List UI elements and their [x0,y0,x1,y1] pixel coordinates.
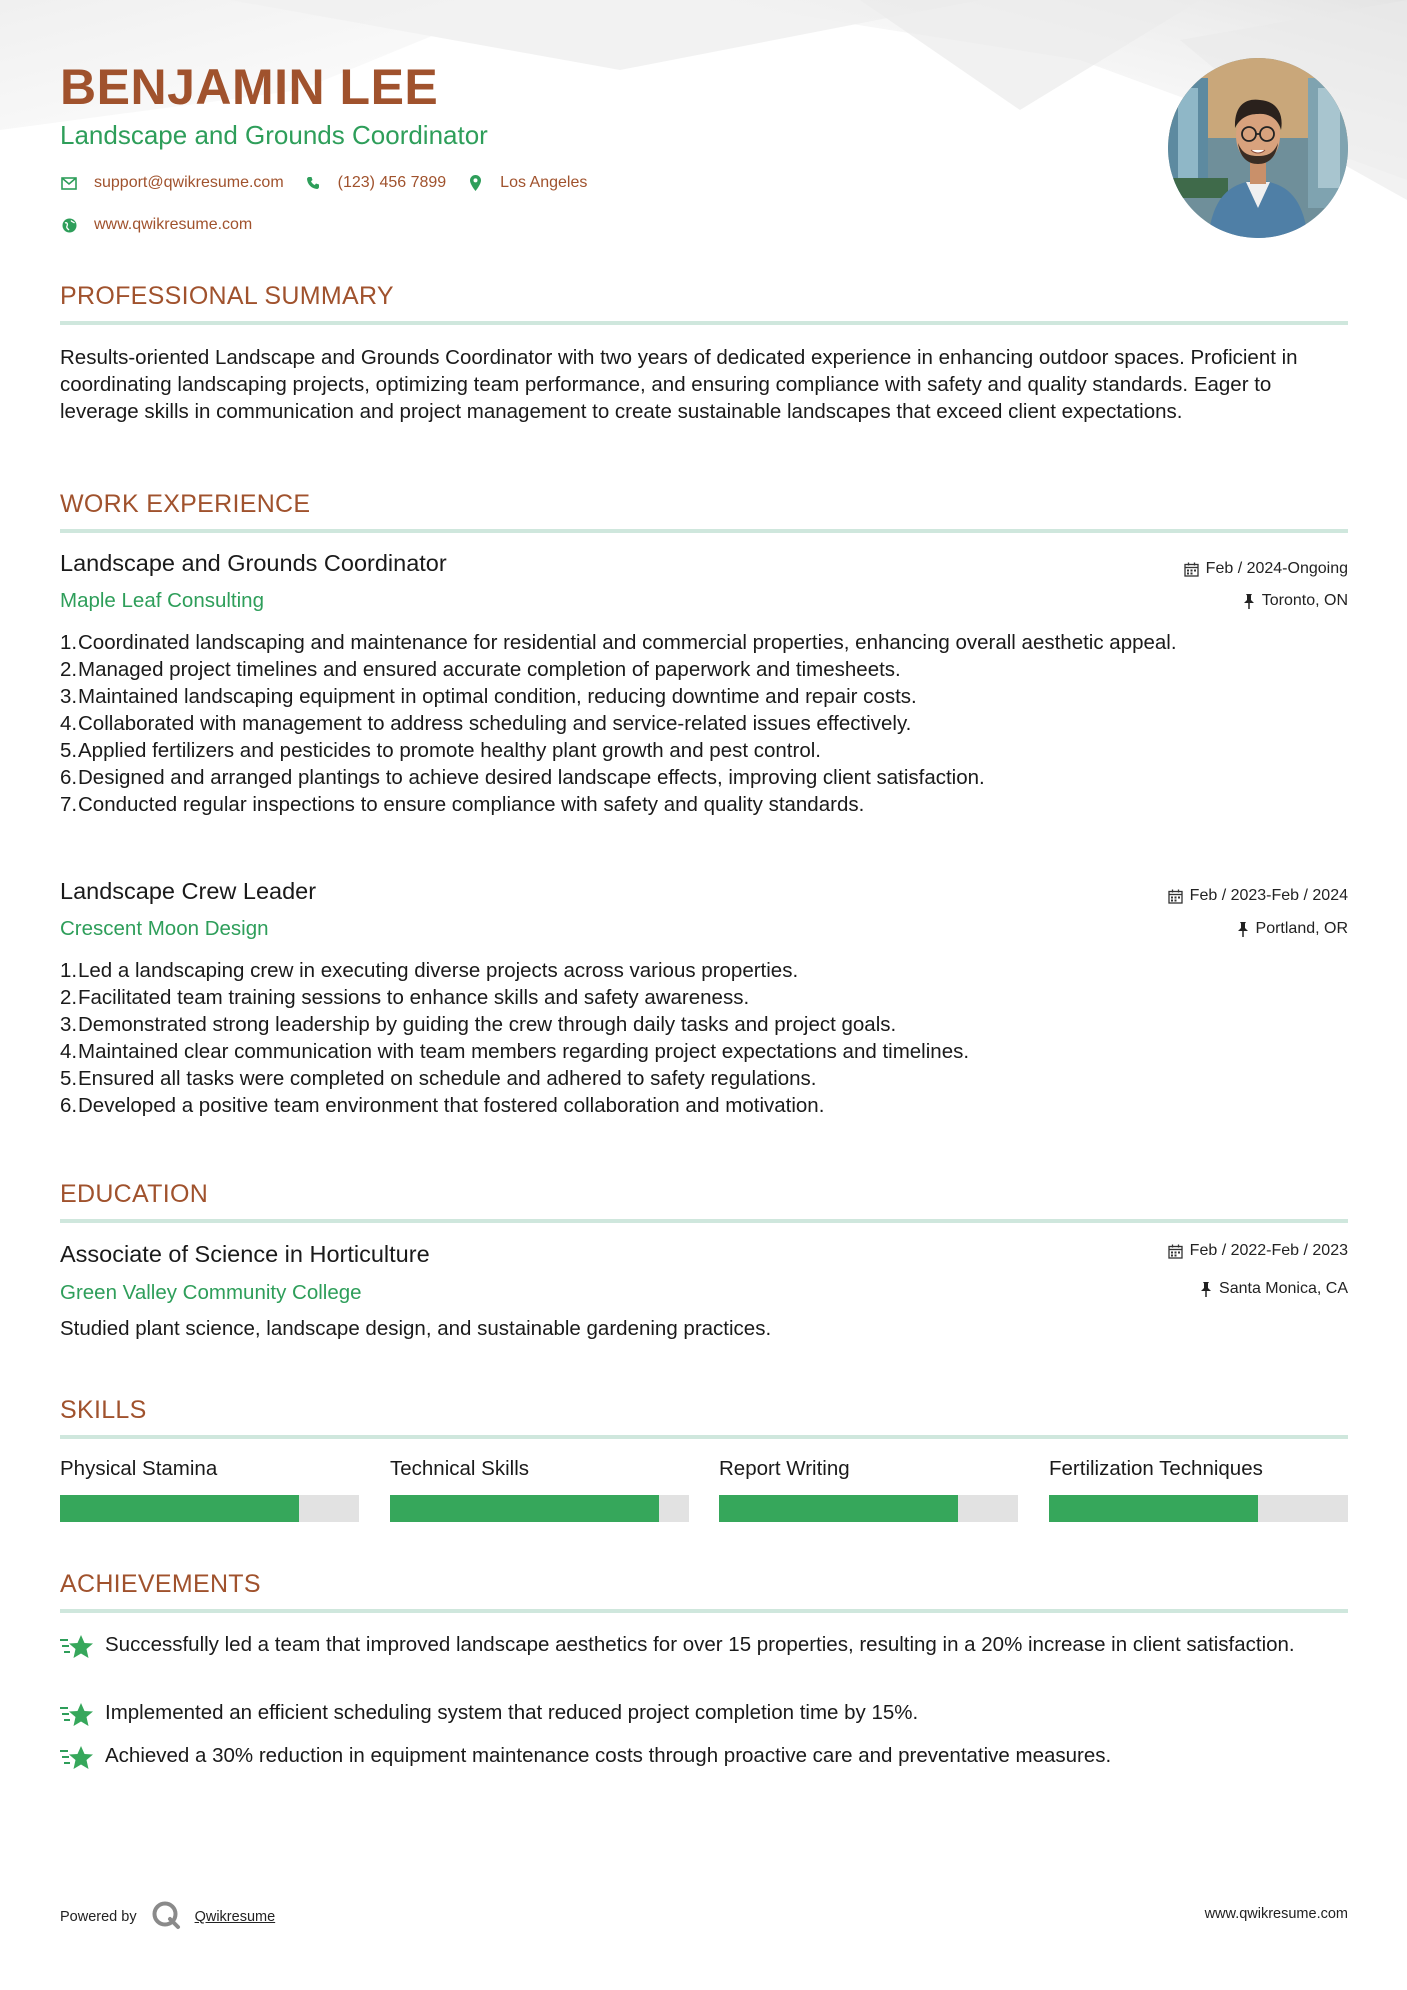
list-item: 7. Conducted regular inspections to ensure compliance with safety and quality standards. [60,793,865,816]
section-title-summary: PROFESSIONAL SUMMARY [60,282,394,310]
education-location-text: Santa Monica, CA [1219,1280,1348,1297]
section-divider [60,1219,1348,1223]
list-item: 2. Managed project timelines and ensured accurate completion of paperwork and timesheets. [60,658,901,681]
contact-location: Los Angeles [500,174,588,191]
job-dates-text: Feb / 2023-Feb / 2024 [1189,887,1348,904]
contact-website[interactable]: www.qwikresume.com [94,216,253,233]
calendar-icon [1168,889,1183,904]
list-item: 4. Maintained clear communication with team members regarding project expectations and timelines. [60,1040,970,1063]
job-role: Landscape Crew Leader [60,878,317,904]
star-icon [60,1742,105,1778]
contact-row-primary [60,174,607,192]
footer-brand-link[interactable]: Qwikresume [194,1909,276,1925]
map-pin-icon [466,174,484,192]
summary-text: Results-oriented Landscape and Grounds Coordinator with two years of dedicated experience in enhancing outdoor spaces. Proficient in coordinating landscaping projects, optimizing team performance, and ensuring compliance with safety and quality standards. Eager to leverage skills in communication and project management to create sustainable landscapes that exceed client expectations. [60,346,1298,423]
achievement-text: Achieved a 30% reduction in equipment maintenance costs through proactive care and preventative measures. [105,1744,1112,1767]
star-icon [60,1699,105,1735]
skill-bar [60,1495,359,1522]
skill-bar [719,1495,1018,1522]
qwikresume-logo [151,1900,181,1934]
education-dates-text: Feb / 2022-Feb / 2023 [1189,1242,1348,1259]
star-icon [60,1631,105,1667]
achievement-item [60,1742,1348,1778]
section-title-education: EDUCATION [60,1180,209,1208]
skill-label: Report Writing [719,1457,850,1480]
section-divider [60,321,1348,325]
list-item: 1. Coordinated landscaping and maintenance for residential and commercial properties, enhancing overall aesthetic appeal. [60,631,1177,654]
contact-row-secondary [60,216,272,234]
job-location-text: Portland, OR [1255,920,1348,937]
education-school: Green Valley Community College [60,1281,362,1304]
globe-icon [60,216,78,234]
list-item: 4. Collaborated with management to address scheduling and service-related issues effectively. [60,712,912,735]
list-item: 3. Demonstrated strong leadership by guiding the crew through daily tasks and project goals. [60,1013,897,1036]
calendar-icon [1184,562,1199,577]
calendar-icon [1168,1244,1183,1259]
section-title-experience: WORK EXPERIENCE [60,490,311,518]
list-item: 6. Developed a positive team environment that fostered collaboration and motivation. [60,1094,825,1117]
list-item: 3. Maintained landscaping equipment in optimal condition, reducing downtime and repair costs. [60,685,917,708]
list-item: 6. Designed and arranged plantings to achieve desired landscape effects, improving client satisfaction. [60,766,985,789]
list-item: 1. Led a landscaping crew in executing diverse projects across various properties. [60,959,799,982]
section-title-achievements: ACHIEVEMENTS [60,1570,261,1598]
footer-powered-by [60,1900,275,1934]
skill-item [60,1457,359,1522]
job-bullets [60,629,1348,818]
candidate-title: Landscape and Grounds Coordinator [60,120,488,150]
pushpin-icon [1237,922,1249,937]
list-item: 2. Facilitated team training sessions to enhance skills and safety awareness. [60,986,750,1009]
footer-url[interactable]: www.qwikresume.com [1204,1906,1348,1922]
skill-item [390,1457,689,1522]
achievement-item [60,1631,1348,1667]
skill-item [1049,1457,1348,1522]
skill-item [719,1457,1018,1522]
job-role: Landscape and Grounds Coordinator [60,550,447,576]
education-location [1200,1280,1348,1298]
contact-email[interactable]: support@qwikresume.com [94,174,284,191]
skill-label: Fertilization Techniques [1049,1457,1263,1480]
list-item: 5. Applied fertilizers and pesticides to promote healthy plant growth and pest control. [60,739,821,762]
education-dates [1168,1242,1348,1260]
section-divider [60,529,1348,533]
list-item: 5. Ensured all tasks were completed on schedule and adhered to safety regulations. [60,1067,817,1090]
achievement-item [60,1699,1348,1735]
section-divider [60,1435,1348,1439]
achievement-text: Successfully led a team that improved landscape aesthetics for over 15 properties, resulting in a 20% increase in client satisfaction. [105,1633,1295,1656]
job-company: Crescent Moon Design [60,917,269,940]
pushpin-icon [1243,594,1255,609]
contact-phone[interactable]: (123) 456 7899 [337,174,447,191]
skill-bar [1049,1495,1348,1522]
job-location [1243,592,1348,610]
job-dates [1184,560,1348,578]
skill-bar-fill [719,1495,958,1522]
skill-bar-fill [60,1495,299,1522]
job-location-text: Toronto, ON [1261,592,1348,609]
job-bullets [60,957,1348,1119]
education-degree: Associate of Science in Horticulture [60,1241,430,1267]
skill-bar [390,1495,689,1522]
education-description: Studied plant science, landscape design, and sustainable gardening practices. [60,1317,772,1340]
job-dates [1168,887,1348,905]
skill-label: Technical Skills [390,1457,529,1480]
section-divider [60,1609,1348,1613]
candidate-name: BENJAMIN LEE [60,59,439,115]
skill-bar-fill [390,1495,659,1522]
skill-bar-fill [1049,1495,1258,1522]
job-dates-text: Feb / 2024-Ongoing [1205,560,1348,577]
powered-by-label: Powered by [60,1909,137,1925]
profile-photo [1168,58,1348,238]
phone-icon [304,174,322,192]
pushpin-icon [1200,1282,1212,1297]
envelope-icon [60,174,78,192]
skill-label: Physical Stamina [60,1457,218,1480]
achievement-text: Implemented an efficient scheduling system that reduced project completion time by 15%. [105,1701,919,1724]
job-location [1237,920,1348,938]
job-company: Maple Leaf Consulting [60,589,264,612]
section-title-skills: SKILLS [60,1396,147,1424]
